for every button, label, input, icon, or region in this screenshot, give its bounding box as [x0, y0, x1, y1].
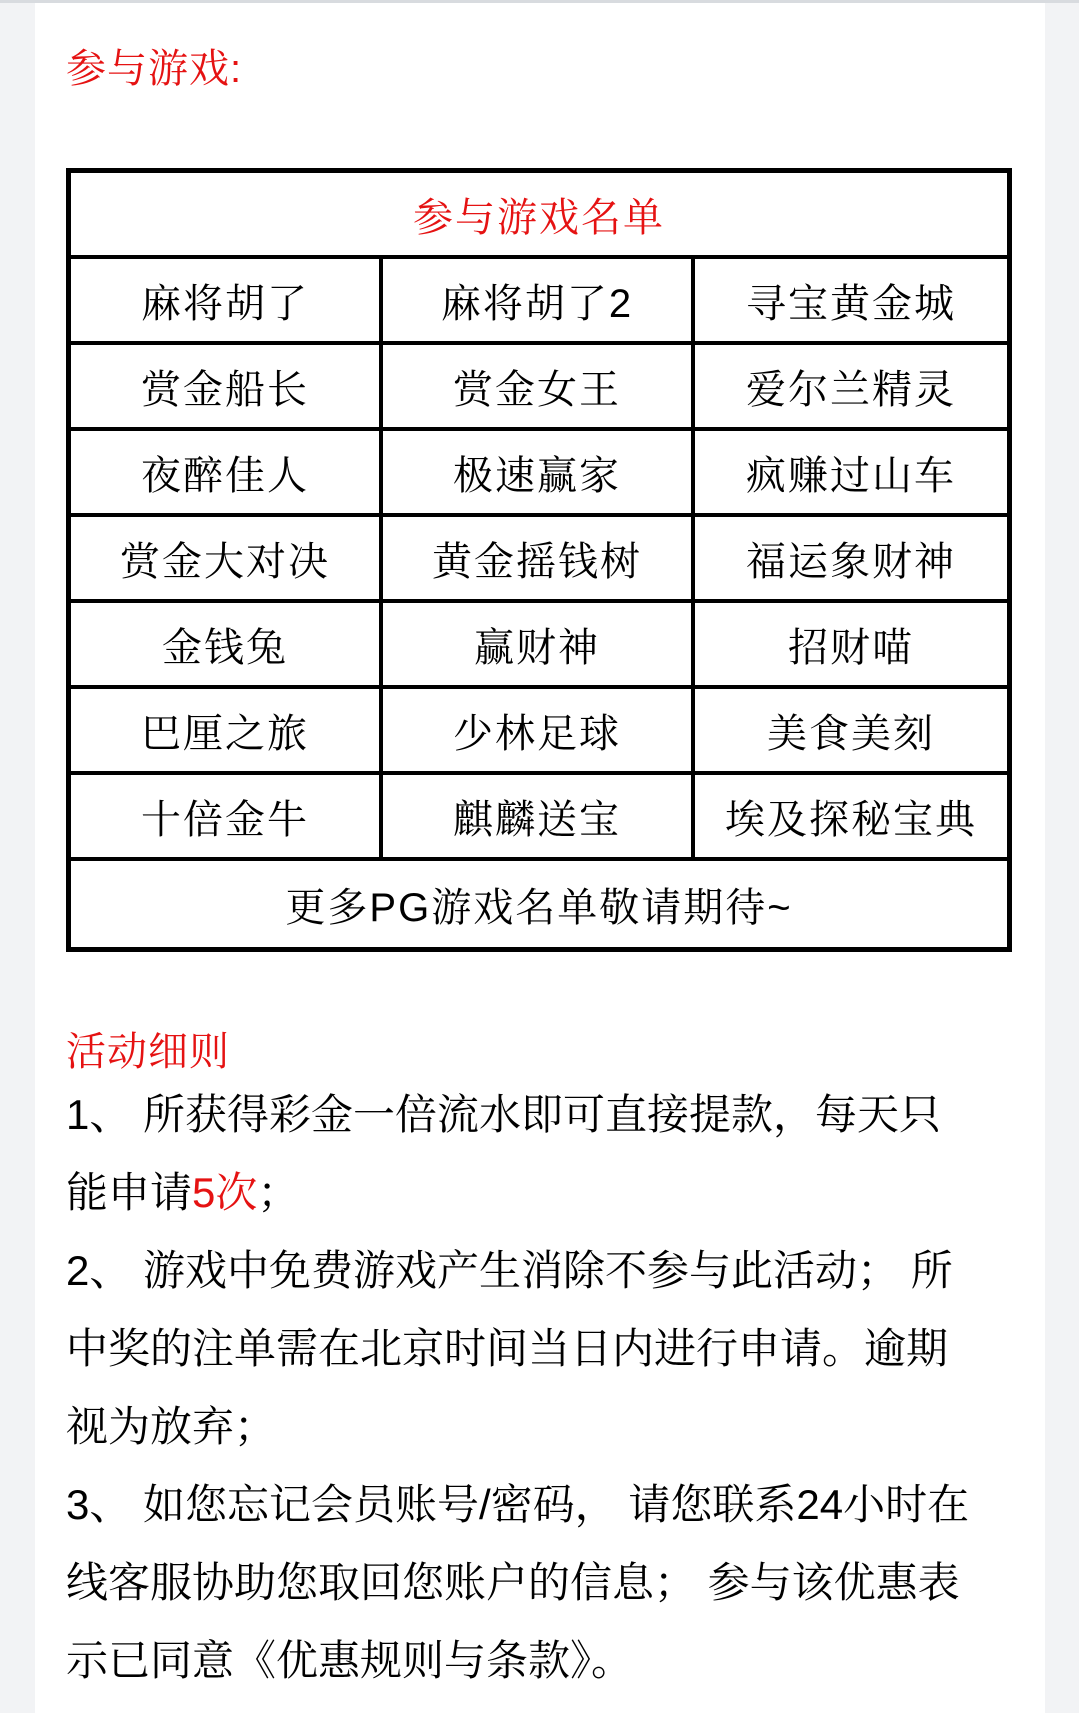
- rule-line-2-end: ；: [257, 1169, 300, 1216]
- game-cell: 麒麟送宝: [383, 775, 695, 861]
- game-table-row: [71, 431, 1007, 517]
- left-gutter: [0, 3, 35, 1713]
- page-title: 参与游戏:: [66, 47, 243, 91]
- rule-line-7: 线客服协助您取回您账户的信息； 参与该优惠表: [66, 1559, 960, 1606]
- game-cell: 疯赚过山车: [695, 431, 1007, 517]
- game-table-row: [71, 259, 1007, 345]
- game-cell: 招财喵: [695, 603, 1007, 689]
- rule-line-1: 1、 所获得彩金一倍流水即可直接提款，每天只: [66, 1091, 942, 1138]
- game-cell: 爱尔兰精灵: [695, 345, 1007, 431]
- game-cell: 黄金摇钱树: [383, 517, 695, 603]
- game-cell: 福运象财神: [695, 517, 1007, 603]
- rule-line-5: 视为放弃；: [66, 1403, 277, 1450]
- game-cell: 赢财神: [383, 603, 695, 689]
- game-cell: 寻宝黄金城: [695, 259, 1007, 345]
- game-table-footer-row: [71, 861, 1007, 947]
- game-table-header: 参与游戏名单: [71, 173, 1007, 259]
- game-cell: 十倍金牛: [71, 775, 383, 861]
- promo-page: [35, 3, 1045, 1713]
- game-cell: 赏金大对决: [71, 517, 383, 603]
- game-table-row: [71, 603, 1007, 689]
- game-cell: 麻将胡了: [71, 259, 383, 345]
- game-cell: 少林足球: [383, 689, 695, 775]
- game-cell: 赏金女王: [383, 345, 695, 431]
- game-table-row: [71, 775, 1007, 861]
- game-table-row: [71, 345, 1007, 431]
- game-table-footer: 更多PG游戏名单敬请期待~: [285, 885, 793, 930]
- game-cell: 金钱兔: [71, 603, 383, 689]
- rule-line-8: 示已同意《优惠规则与条款》。: [66, 1637, 634, 1684]
- game-table-header-row: [71, 173, 1007, 259]
- game-cell: 美食美刻: [695, 689, 1007, 775]
- rule-line-6: 3、 如您忘记会员账号/密码， 请您联系24小时在: [66, 1481, 970, 1528]
- right-gutter: [1045, 3, 1079, 1713]
- rules-text: [66, 1076, 1012, 1700]
- game-cell: 极速赢家: [383, 431, 695, 517]
- rules-heading: 活动细则: [66, 1030, 230, 1074]
- rule-line-2-highlight: 5次: [192, 1169, 258, 1216]
- game-table-row: [71, 689, 1007, 775]
- rule-line-4: 中奖的注单需在北京时间当日内进行申请。逾期: [66, 1325, 949, 1372]
- game-cell: 赏金船长: [71, 345, 383, 431]
- rule-line-2: 能申请: [66, 1169, 193, 1216]
- game-table: [66, 168, 1012, 952]
- game-cell: 麻将胡了2: [383, 259, 695, 345]
- game-table-row: [71, 517, 1007, 603]
- rule-line-3: 2、 游戏中免费游戏产生消除不参与此活动； 所: [66, 1247, 953, 1294]
- game-cell: 夜醉佳人: [71, 431, 383, 517]
- game-cell: 巴厘之旅: [71, 689, 383, 775]
- game-cell: 埃及探秘宝典: [695, 775, 1007, 861]
